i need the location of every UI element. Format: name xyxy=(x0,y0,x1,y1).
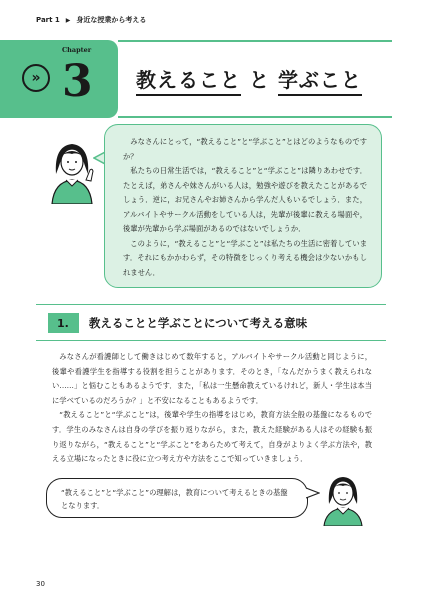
chapter-top-rule xyxy=(118,40,392,42)
triangle-right-icon: ▶ xyxy=(65,16,71,24)
student-avatar xyxy=(320,470,366,526)
body-text xyxy=(52,350,372,467)
note-bubble-tail xyxy=(306,486,320,500)
chapter-number: 3 xyxy=(62,56,93,107)
part-label: Part 1 xyxy=(36,16,60,24)
chapter-label: Chapter xyxy=(62,46,92,54)
chapter-header xyxy=(0,40,392,118)
note-text: “教えること”と“学ぶこと”の理解は，教育について考えるときの基盤となります． xyxy=(61,488,288,510)
teacher-avatar xyxy=(46,134,98,204)
section-heading xyxy=(48,312,307,334)
section-top-rule xyxy=(36,304,386,305)
chapter-title-part-b: と xyxy=(248,68,270,92)
chapter-title xyxy=(136,64,362,93)
section-title: 教えることと学ぶことについて考える意味 xyxy=(88,316,308,330)
page-number: 30 xyxy=(36,580,45,588)
intro-speech-bubble xyxy=(104,124,382,288)
section-number: 1. xyxy=(48,313,79,333)
intro-paragraph: 私たちの日常生活では，“教えること”と“学ぶこと”は隣りあわせです．たとえば，弟さんや妹さんがいる人は，勉強や遊びを教えたことがあるでしょう．逆に，お兄さんやお姉さんから学んだ人もいるでしょう．また，アルバイトやサークル活動をしている人は，先輩が後輩に教える場面や，後輩が先輩から学ぶ場面があるのではないでしょうか． xyxy=(123,166,367,233)
chapter-title-part-a: 教えること xyxy=(136,68,241,96)
note-speech-bubble xyxy=(46,478,308,518)
chapter-title-part-c: 学ぶこと xyxy=(278,68,362,96)
intro-paragraph: みなさんにとって，“教えること”と“学ぶこと”とはどのようなものですか？ xyxy=(123,137,367,161)
double-chevron-icon: » xyxy=(22,64,50,92)
running-head xyxy=(36,15,146,25)
body-paragraph: みなさんが看護師として働きはじめて数年すると，アルバイトやサークル活動と同じように，後輩や看護学生を指導する役割を担うことがあります．そのとき，「なんだかうまく教えられない……」と悩むこともあるようです．また，「私は一生懸命教えているけれど，新人・学生は本当に学べているのだろうか？」と不安になることもあるようです． xyxy=(52,352,372,405)
part-title: 身近な授業から考える xyxy=(76,16,147,24)
chapter-badge xyxy=(0,40,118,118)
body-paragraph: “教えること”と“学ぶこと”は，後輩や学生の指導をはじめ，教育方法全般の基盤になるものです．学生のみなさんは自身の学びを振り返りながら，また，教えた経験がある人はその経験も振り返りながら，“教えること”と“学ぶこと”をあらためて考えて，自身がよりよく学ぶ方法や，教える立場になったときに役に立つ考え方や方法をここで知っていきましょう． xyxy=(52,410,372,464)
intro-paragraph: このように，“教えること”と“学ぶこと”は私たちの生活に密着しています．それにもかかわらず，その特徴をじっくり考える機会は少ないかもしれません． xyxy=(123,238,367,277)
chapter-bottom-rule xyxy=(118,116,392,118)
section-bottom-rule xyxy=(36,340,386,341)
